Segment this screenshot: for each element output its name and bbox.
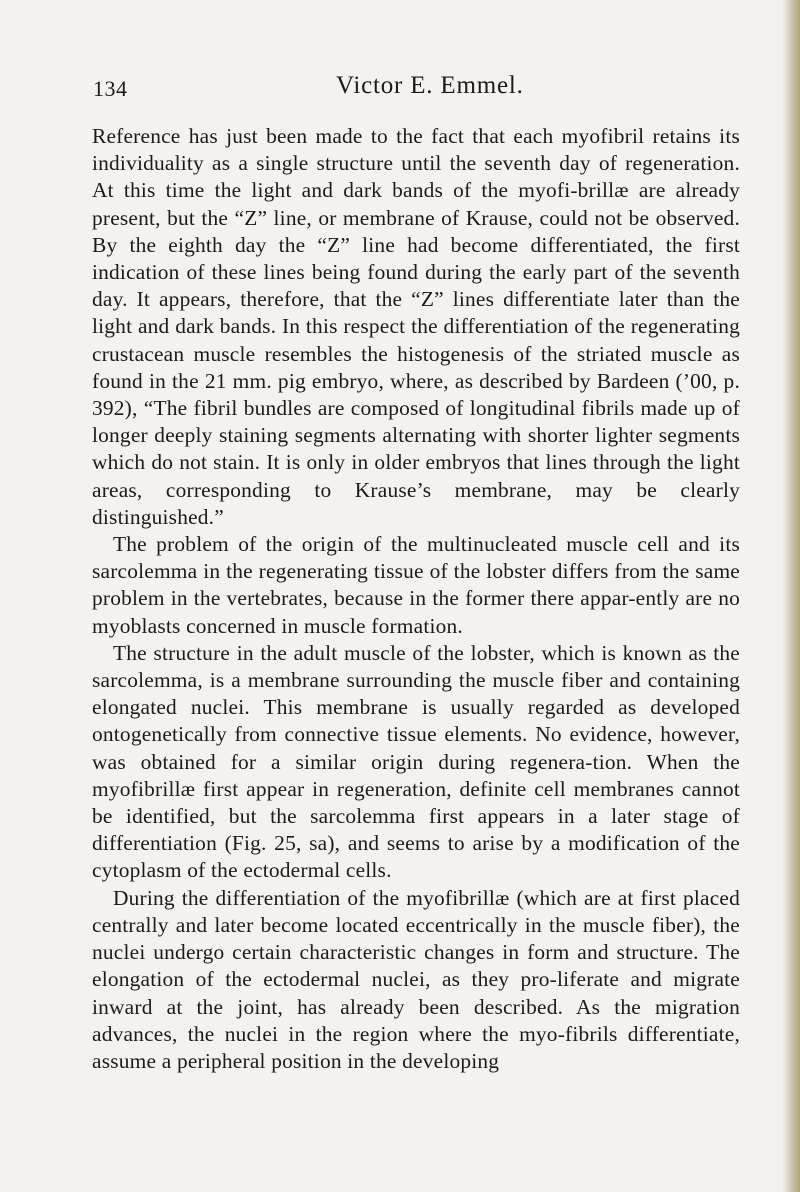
page-header — [93, 72, 743, 108]
paragraph-sarcolemma: The structure in the adult muscle of the lobster, which is known as the sarcolemma, is a membrane surrounding the muscle fiber and containing elongated nuclei. This membrane is usually regarded as developed ontogenetically from connective tissue elements. No evidence, however, was obtained for a similar origin during regenera-tion. When the myofibrillæ first appear in regeneration, definite cell membranes cannot be identified, but the sarcolemma first appears in a later stage of differentiation (Fig. 25, sa), and seems to arise by a modification of the cytoplasm of the ectodermal cells. — [92, 640, 740, 883]
running-head: Victor E. Emmel. — [336, 72, 524, 99]
paragraph-origin-problem: The problem of the origin of the multinucleated muscle cell and its sarcolemma in the regenerating tissue of the lobster differs from the same problem in the vertebrates, because in the former there appar-ently are no myoblasts concerned in muscle formation. — [92, 532, 740, 638]
paragraph-nuclei: During the differentiation of the myofibrillæ (which are at first placed centrally and later become located eccentrically in the muscle fiber), the nuclei undergo certain characteristic changes in form and structure. The elongation of the ectodermal nuclei, as they pro-liferate and migrate inward at the joint, has already been described. As the migration advances, the nuclei in the region where the myo-fibrils differentiate, assume a peripheral position in the developing — [92, 885, 740, 1073]
page-number: 134 — [93, 76, 128, 101]
paragraph-z-line: Reference has just been made to the fact that each myofibril retains its individuality as a single structure until the seventh day of regeneration. At this time the light and dark bands of the myofi-brillæ are already present, but the “Z” line, or membrane of Krause, could not be observed. By the eighth day the “Z” line had become differentiated, the first indication of these lines being found during the early part of the seventh day. It appears, therefore, that the “Z” lines differentiate later than the light and dark bands. In this respect the differentiation of the regenerating crustacean muscle resembles the histogenesis of the striated muscle as found in the 21 mm. pig embryo, where, as described by Bardeen (’00, p. 392), “The fibril bundles are composed of longitudinal fibrils made up of longer deeply staining segments alternating with shorter lighter segments which do not stain. It is only in older embryos that lines through the light areas, corresponding to Krause’s membrane, may be clearly distinguished.” — [92, 124, 740, 529]
body-text — [92, 123, 740, 1075]
page-edge-shadow — [782, 0, 800, 1192]
